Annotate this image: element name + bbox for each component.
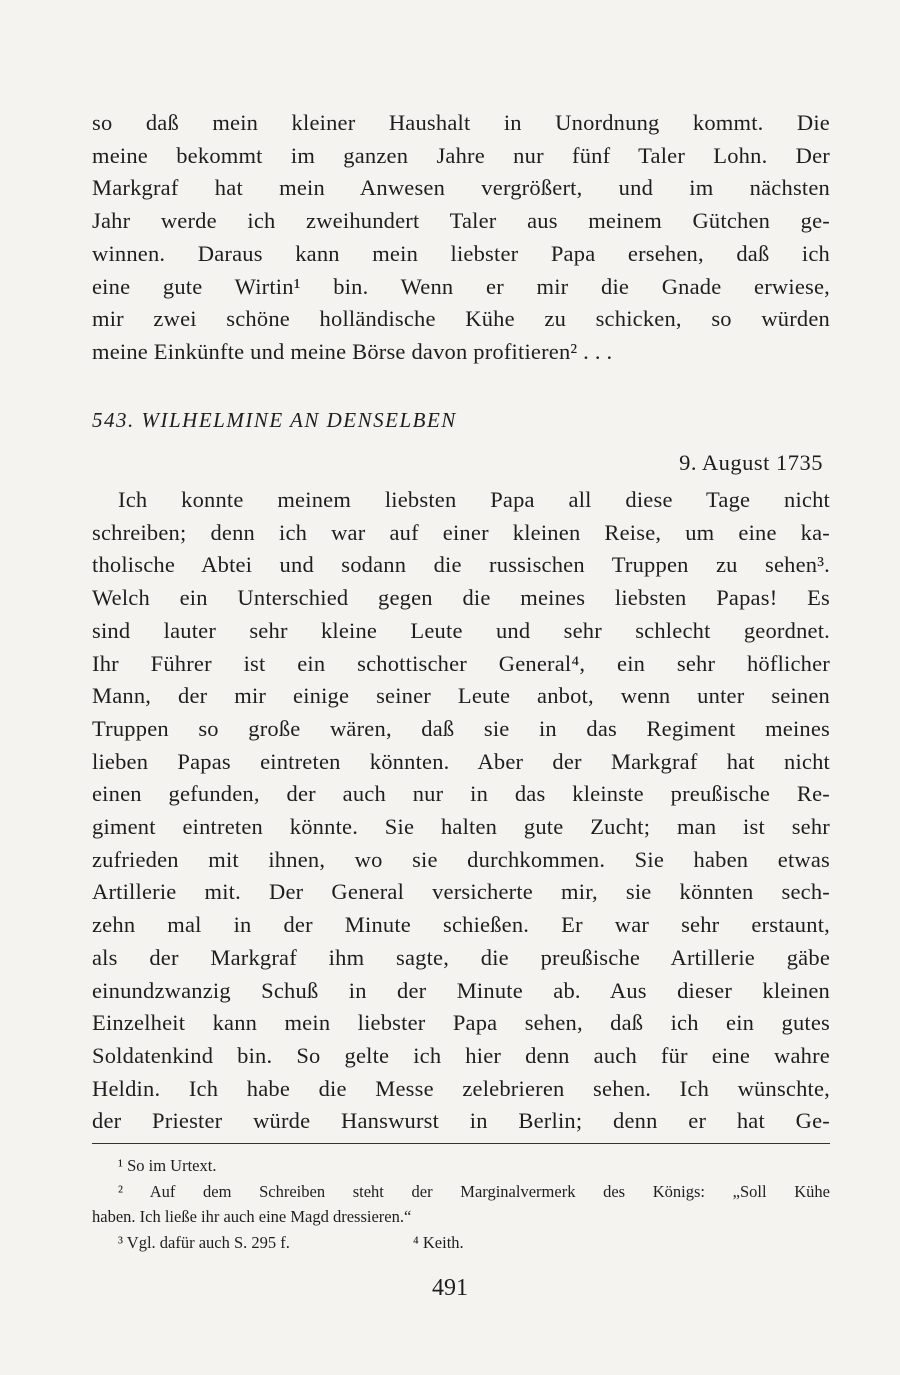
text-line: lieben Papas eintreten könnten. Aber der Markgraf hat nicht bbox=[92, 748, 830, 774]
text-line: Welch ein Unterschied gegen die meines liebsten Papas! Es bbox=[92, 585, 830, 611]
text-line: Ich konnte meinem liebsten Papa all diese Tage nicht bbox=[118, 487, 830, 512]
text-line: einundzwanzig Schuß in der Minute ab. Aus dieser kleinen bbox=[92, 977, 830, 1003]
footnote-3: ³ Vgl. dafür auch S. 295 f. bbox=[118, 1233, 290, 1252]
text-line: zufrieden mit ihnen, wo sie durchkommen. Sie haben etwas bbox=[92, 846, 830, 872]
text-line: zehn mal in der Minute schießen. Er war sehr erstaunt, bbox=[92, 912, 830, 938]
text-line: so daß mein kleiner Haushalt in Unordnung kommt. Die bbox=[92, 110, 830, 135]
text-line: meine Einkünfte und meine Börse davon profitieren² . . . bbox=[92, 338, 613, 364]
page-number: 491 bbox=[432, 1275, 468, 1301]
text-line: Soldatenkind bin. So gelte ich hier denn auch für eine wahre bbox=[92, 1042, 830, 1068]
text-line: sind lauter sehr kleine Leute und sehr schlecht geordnet. bbox=[92, 617, 830, 643]
footnote-2-line-2: haben. Ich ließe ihr auch eine Magd dressieren.“ bbox=[92, 1207, 412, 1226]
text-line: Mann, der mir einige seiner Leute anbot, wenn unter seinen bbox=[92, 683, 830, 709]
text-line: eine gute Wirtin¹ bin. Wenn er mir die Gnade erwiese, bbox=[92, 273, 830, 299]
text-line: winnen. Daraus kann mein liebster Papa ersehen, daß ich bbox=[92, 240, 830, 266]
text-line: der Priester würde Hanswurst in Berlin; denn er hat Ge- bbox=[92, 1108, 830, 1134]
footnote-2-line-1: ² Auf dem Schreiben steht der Marginalvermerk des Königs: „Soll Kühe bbox=[118, 1182, 830, 1201]
text-line: meine bekommt im ganzen Jahre nur fünf Taler Lohn. Der bbox=[92, 142, 830, 168]
footnote-1: ¹ So im Urtext. bbox=[118, 1156, 217, 1175]
letter-heading: 543. WILHELMINE AN DENSELBEN bbox=[92, 408, 457, 432]
text-line: Heldin. Ich habe die Messe zelebrieren sehen. Ich wünschte, bbox=[92, 1075, 830, 1101]
text-line: Artillerie mit. Der General versicherte mir, sie könnten sech- bbox=[92, 879, 830, 905]
text-line: Ihr Führer ist ein schottischer General⁴, ein sehr höflicher bbox=[92, 650, 830, 676]
text-line: tholische Abtei und sodann die russischen Truppen zu sehen³. bbox=[92, 552, 830, 578]
text-line: Einzelheit kann mein liebster Papa sehen, daß ich ein gutes bbox=[92, 1010, 830, 1036]
text-line: mir zwei schöne holländische Kühe zu schicken, so würden bbox=[92, 306, 830, 332]
text-line: Markgraf hat mein Anwesen vergrößert, und im nächsten bbox=[92, 175, 830, 201]
text-line: einen gefunden, der auch nur in das kleinste preußische Re- bbox=[92, 781, 830, 807]
text-line: als der Markgraf ihm sagte, die preußische Artillerie gäbe bbox=[92, 944, 830, 970]
text-line: Truppen so große wären, daß sie in das Regiment meines bbox=[92, 715, 830, 741]
footnote-rule bbox=[92, 1143, 830, 1144]
footnote-4: ⁴ Keith. bbox=[413, 1233, 464, 1252]
text-line: giment eintreten könnte. Sie halten gute Zucht; man ist sehr bbox=[92, 814, 830, 839]
letter-date: 9. August 1735 bbox=[679, 450, 823, 475]
text-line: schreiben; denn ich war auf einer kleinen Reise, um eine ka- bbox=[92, 519, 830, 545]
text-line: Jahr werde ich zweihundert Taler aus meinem Gütchen ge- bbox=[92, 208, 830, 234]
